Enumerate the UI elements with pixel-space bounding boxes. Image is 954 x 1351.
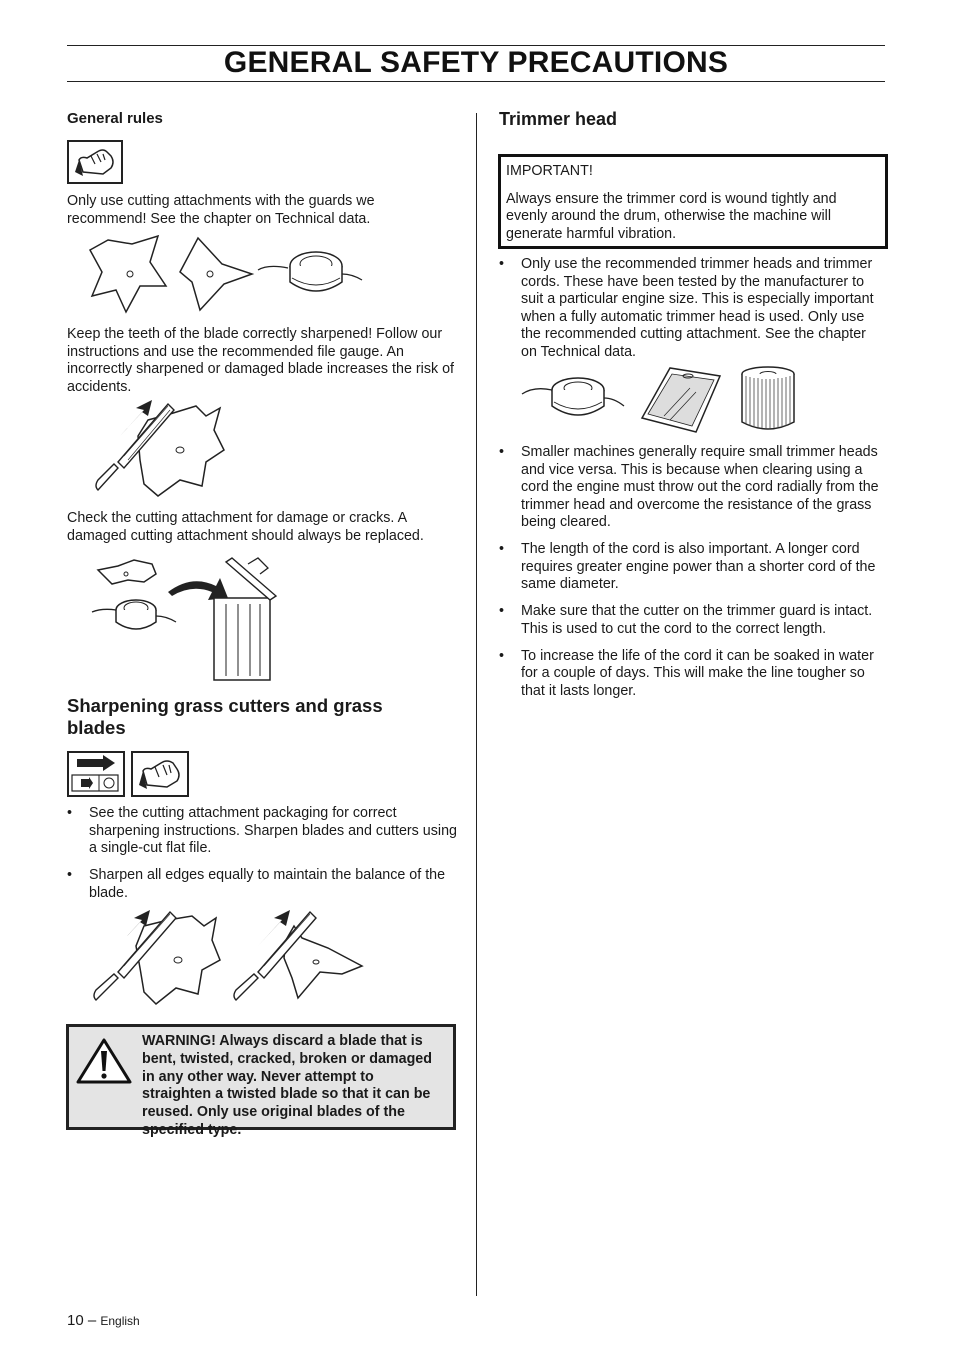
list-item [499, 648, 885, 701]
sharpening-bullet-list [67, 805, 457, 912]
page-footer [67, 1312, 140, 1329]
list-item [499, 541, 885, 594]
cutting-attachments-illustration [88, 234, 368, 314]
general-rules-para-2: Keep the teeth of the blade correctly sharpened! Follow our instructions and use the recommended file gauge. An incorrectly sharpened or damaged blade increases the risk of accidents. [67, 326, 455, 395]
read-manual-icon [67, 751, 125, 797]
warning-text: WARNING! Always discard a blade that is bent, twisted, cracked, broken or damaged in any other way. Never attempt to straighten a twisted blade so that it can be reused. Only use original blades of the specified type. [142, 1033, 432, 1138]
bullet-marker: • [499, 647, 505, 664]
title-rule [67, 81, 885, 82]
general-rules-para-1: Only use cutting attachments with the guards we recommend! See the chapter on Technical data. [67, 193, 375, 227]
sharpening-heading-line-2: blades [67, 717, 126, 738]
bullet-marker: • [499, 603, 505, 619]
warning-box [66, 1024, 456, 1138]
file-sharpening-illustration [88, 400, 228, 500]
list-item [499, 603, 885, 638]
bullet-text: To increase the life of the cord it can be soaked in water for a couple of days. This will make the line tougher so that it lasts longer. [521, 647, 874, 699]
important-text: Always ensure the trimmer cord is wound tightly and evenly around the drum, otherwise the machine will generate harmful vibration. [506, 190, 837, 242]
trimmer-head-heading: Trimmer head [499, 109, 618, 129]
bullet-marker: • [499, 256, 505, 272]
trimmer-heads-and-cords-illustration [520, 366, 800, 434]
bullet-marker: • [67, 867, 73, 883]
sharpening-icons [67, 751, 189, 800]
trimmer-bullet-list-1 [499, 256, 885, 371]
page-number: 10 [67, 1312, 84, 1329]
bullet-marker: • [499, 444, 505, 460]
page-title: GENERAL SAFETY PRECAUTIONS [223, 46, 729, 79]
bullet-text: Smaller machines generally require small trimmer heads and vice versa. This is because when clearing using a cord the engine must throw out the cord radially from the trimmer head and overcome the resistance of the grass being cleared. [521, 444, 879, 530]
bullet-marker: • [499, 541, 505, 557]
blade-sharpening-illustration [88, 908, 368, 1008]
bullet-text: The length of the cord is also important. A longer cord requires greater engine power than a shorter cord of the same diameter. [521, 541, 876, 592]
list-item [499, 256, 885, 361]
list-item [499, 444, 885, 532]
trimmer-bullet-list-2 [499, 444, 885, 710]
list-item [67, 805, 457, 858]
sharpening-heading-line-1: Sharpening grass cutters and grass [67, 695, 383, 716]
important-box [498, 154, 888, 249]
glove-icon [67, 140, 123, 187]
general-rules-heading: General rules [67, 110, 163, 127]
footer-language: English [100, 1314, 140, 1328]
warning-triangle-icon [75, 1037, 133, 1085]
sharpening-heading [67, 695, 457, 739]
list-item [67, 867, 457, 902]
discard-damaged-attachment-illustration [88, 552, 288, 684]
bullet-text: Sharpen all edges equally to maintain the balance of the blade. [89, 867, 446, 901]
bullet-marker: • [67, 805, 73, 821]
bullet-text: Only use the recommended trimmer heads and trimmer cords. These have been tested by the manufacturer to suit a particular engine size. This is especially important when a fully automatic trimmer head is used. Only use the recommended cutting attachment. See the chapter on Technical data. [521, 256, 874, 360]
footer-dash: – [87, 1312, 97, 1329]
glove-icon-2 [131, 751, 189, 797]
general-rules-para-3: Check the cutting attachment for damage or cracks. A damaged cutting attachment should always be replaced. [67, 510, 424, 544]
bullet-text: See the cutting attachment packaging for correct sharpening instructions. Sharpen blades and cutters using a single-cut flat file. [89, 805, 457, 856]
important-label: IMPORTANT! [506, 163, 593, 179]
column-divider [476, 113, 477, 1296]
bullet-text: Make sure that the cutter on the trimmer guard is intact. This is used to cut the cord to the correct length. [521, 603, 873, 637]
